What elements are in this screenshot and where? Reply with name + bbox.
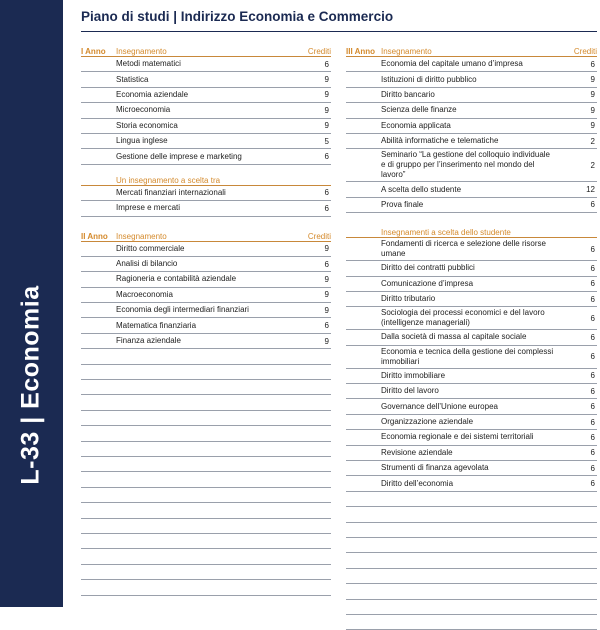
course-credits: 2 <box>590 136 595 146</box>
empty-row <box>81 580 331 595</box>
empty-row <box>346 600 597 615</box>
empty-row <box>81 395 331 410</box>
course-name: Sociologia dei processi economici e del lavoro (intelligenze manageriali) <box>381 308 545 328</box>
table-row <box>81 186 331 201</box>
course-name: Organizzazione aziendale <box>381 417 474 427</box>
course-credits: 9 <box>324 274 329 284</box>
course-name: Diritto tributario <box>381 294 436 304</box>
table-row <box>346 461 597 476</box>
course-credits: 6 <box>590 417 595 427</box>
course-credits: 2 <box>590 160 595 170</box>
course-credits: 6 <box>324 259 329 269</box>
empty-row <box>346 553 597 568</box>
course-name: Diritto commerciale <box>116 243 185 253</box>
course-credits: 6 <box>590 479 595 489</box>
course-name: Metodi matematici <box>116 59 181 69</box>
course-name: Ragioneria e contabilità aziendale <box>116 274 237 284</box>
course-name: Seminario “La gestione del colloquio individuale e di gruppo per l’inserimento nel mondo del lavoro” <box>381 150 550 180</box>
course-credits: 6 <box>590 294 595 304</box>
course-credits: 9 <box>324 90 329 100</box>
table-row <box>346 182 597 197</box>
course-name: Scienza delle finanze <box>381 105 457 115</box>
course-credits: 6 <box>590 332 595 342</box>
table-row <box>81 257 331 272</box>
course-name: Economia del capitale umano d’impresa <box>381 59 523 69</box>
course-credits: 9 <box>324 105 329 115</box>
table-row <box>346 330 597 345</box>
course-name: Imprese e mercati <box>116 203 181 213</box>
course-name: Economia applicata <box>381 120 451 130</box>
course-name: Analisi di bilancio <box>116 259 178 269</box>
course-credits: 6 <box>590 352 595 362</box>
table-row <box>81 288 331 303</box>
empty-row <box>81 549 331 564</box>
table-row <box>346 134 597 149</box>
table-row <box>81 72 331 87</box>
course-credits: 9 <box>324 336 329 346</box>
course-name: Macroeconomia <box>116 289 173 299</box>
course-name: A scelta dello studente <box>381 184 462 194</box>
course-credits: 6 <box>324 59 329 69</box>
table-row <box>346 198 597 213</box>
table-row <box>346 430 597 445</box>
table-row <box>346 446 597 461</box>
course-credits: 9 <box>590 90 595 100</box>
course-name: Lingua inglese <box>116 136 168 146</box>
course-name: Istituzioni di diritto pubblico <box>381 74 477 84</box>
table-row <box>81 318 331 333</box>
course-name: Matematica finanziaria <box>116 320 197 330</box>
year1-label: I Anno <box>81 47 106 56</box>
course-credits: 6 <box>590 279 595 289</box>
empty-row <box>81 534 331 549</box>
empty-row <box>346 538 597 553</box>
table-row <box>81 119 331 134</box>
empty-row <box>81 365 331 380</box>
course-name: Economia aziendale <box>116 89 189 99</box>
year1-elective-header <box>81 173 331 186</box>
table-row <box>81 103 331 118</box>
empty-row <box>81 380 331 395</box>
course-name: Finanza aziendale <box>116 336 181 346</box>
course-name: Economia degli intermediari finanziari <box>116 305 249 315</box>
course-credits: 6 <box>324 188 329 198</box>
course-name: Revisione aziendale <box>381 447 453 457</box>
year1-header <box>81 44 331 57</box>
course-credits: 12 <box>586 185 595 195</box>
course-name: Mercati finanziari internazionali <box>116 187 226 197</box>
table-row <box>346 346 597 369</box>
course-credits: 6 <box>590 448 595 458</box>
course-name: Gestione delle imprese e marketing <box>116 151 242 161</box>
title-divider <box>81 31 597 32</box>
year3-name-header: Insegnamento <box>381 47 432 56</box>
empty-row <box>81 442 331 457</box>
page-title: Piano di studi | Indirizzo Economia e Commercio <box>81 9 394 24</box>
table-row <box>346 369 597 384</box>
course-credits: 6 <box>324 203 329 213</box>
course-name: Comunicazione d’impresa <box>381 278 474 288</box>
course-name: Economia e tecnica della gestione dei complessi immobiliari <box>381 346 554 366</box>
table-row <box>81 88 331 103</box>
table-row <box>346 57 597 72</box>
year2-name-header: Insegnamento <box>116 231 167 241</box>
year1-elective-label: Un insegnamento a scelta tra <box>116 175 221 185</box>
empty-row <box>346 584 597 599</box>
course-name: Abilità informatiche e telematiche <box>381 136 499 146</box>
empty-row <box>81 519 331 534</box>
course-credits: 9 <box>324 290 329 300</box>
course-credits: 6 <box>590 432 595 442</box>
table-row <box>346 119 597 134</box>
course-name: Dalla società di massa al capitale sociale <box>381 332 527 342</box>
table-row <box>346 149 597 182</box>
empty-row <box>81 472 331 487</box>
electives-header <box>346 225 597 238</box>
table-row <box>81 303 331 318</box>
year3-rows <box>346 57 597 213</box>
table-row <box>346 72 597 87</box>
table-row <box>346 238 597 261</box>
course-credits: 6 <box>590 463 595 473</box>
empty-row <box>81 488 331 503</box>
table-row <box>346 88 597 103</box>
course-credits: 9 <box>590 75 595 85</box>
course-name: Diritto immobiliare <box>381 370 446 380</box>
table-row <box>346 103 597 118</box>
course-name: Diritto dell’economia <box>381 478 454 488</box>
year1-rows <box>81 57 331 165</box>
table-row <box>346 399 597 414</box>
year2-credits-header: Crediti <box>307 231 331 241</box>
year1-name-header: Insegnamento <box>116 47 167 56</box>
table-row <box>81 334 331 349</box>
course-credits: 6 <box>590 402 595 412</box>
empty-row <box>81 349 331 364</box>
course-name: Economia regionale e dei sistemi territoriali <box>381 432 534 442</box>
empty-row <box>346 507 597 522</box>
sidebar <box>0 0 63 607</box>
empty-row <box>346 615 597 630</box>
course-credits: 9 <box>590 121 595 131</box>
electives-rows <box>346 238 597 630</box>
course-credits: 6 <box>590 244 595 254</box>
electives-label: Insegnamenti a scelta dello studente <box>381 228 511 238</box>
year2-label: II Anno <box>81 231 108 241</box>
sidebar-label: L-33 | Economia <box>16 285 45 485</box>
course-credits: 9 <box>324 305 329 315</box>
year1-credits-header: Crediti <box>307 47 331 56</box>
table-row <box>346 476 597 491</box>
left-column <box>81 44 331 596</box>
table-row <box>346 292 597 307</box>
table-row <box>81 149 331 164</box>
course-credits: 9 <box>324 75 329 85</box>
course-name: Statistica <box>116 74 149 84</box>
course-name: Storia economica <box>116 120 178 130</box>
course-name: Fondamenti di ricerca e selezione delle risorse umane <box>381 239 546 259</box>
empty-row <box>346 569 597 584</box>
empty-row <box>81 565 331 580</box>
course-name: Diritto dei contratti pubblici <box>381 263 475 273</box>
empty-row <box>346 523 597 538</box>
year3-label: III Anno <box>346 47 376 56</box>
table-row <box>346 307 597 330</box>
course-credits: 6 <box>324 321 329 331</box>
empty-row <box>81 503 331 518</box>
year2-rows <box>81 242 331 596</box>
course-credits: 9 <box>590 105 595 115</box>
course-credits: 6 <box>590 386 595 396</box>
course-name: Microeconomia <box>116 105 171 115</box>
course-credits: 6 <box>590 59 595 69</box>
table-row <box>81 134 331 149</box>
course-credits: 6 <box>590 313 595 323</box>
table-row <box>81 57 331 72</box>
right-column <box>346 44 597 630</box>
course-name: Diritto del lavoro <box>381 386 439 396</box>
table-row <box>346 277 597 292</box>
year1-elective-rows <box>81 186 331 217</box>
table-row <box>346 415 597 430</box>
course-name: Strumenti di finanza agevolata <box>381 463 489 473</box>
course-credits: 6 <box>590 263 595 273</box>
course-credits: 5 <box>324 136 329 146</box>
table-row <box>81 201 331 216</box>
empty-row <box>81 457 331 472</box>
empty-row <box>81 426 331 441</box>
course-name: Diritto bancario <box>381 89 435 99</box>
empty-row <box>346 492 597 507</box>
year2-header <box>81 229 331 242</box>
course-credits: 9 <box>324 244 329 254</box>
empty-row <box>81 411 331 426</box>
course-credits: 6 <box>590 200 595 210</box>
course-name: Governance dell’Unione europea <box>381 401 498 411</box>
course-credits: 6 <box>324 152 329 162</box>
year3-header <box>346 44 597 57</box>
year3-credits-header: Crediti <box>573 47 597 56</box>
table-row <box>81 242 331 257</box>
course-credits: 6 <box>590 371 595 381</box>
table-row <box>81 272 331 287</box>
course-name: Prova finale <box>381 199 424 209</box>
table-row <box>346 261 597 276</box>
table-row <box>346 384 597 399</box>
course-credits: 9 <box>324 121 329 131</box>
